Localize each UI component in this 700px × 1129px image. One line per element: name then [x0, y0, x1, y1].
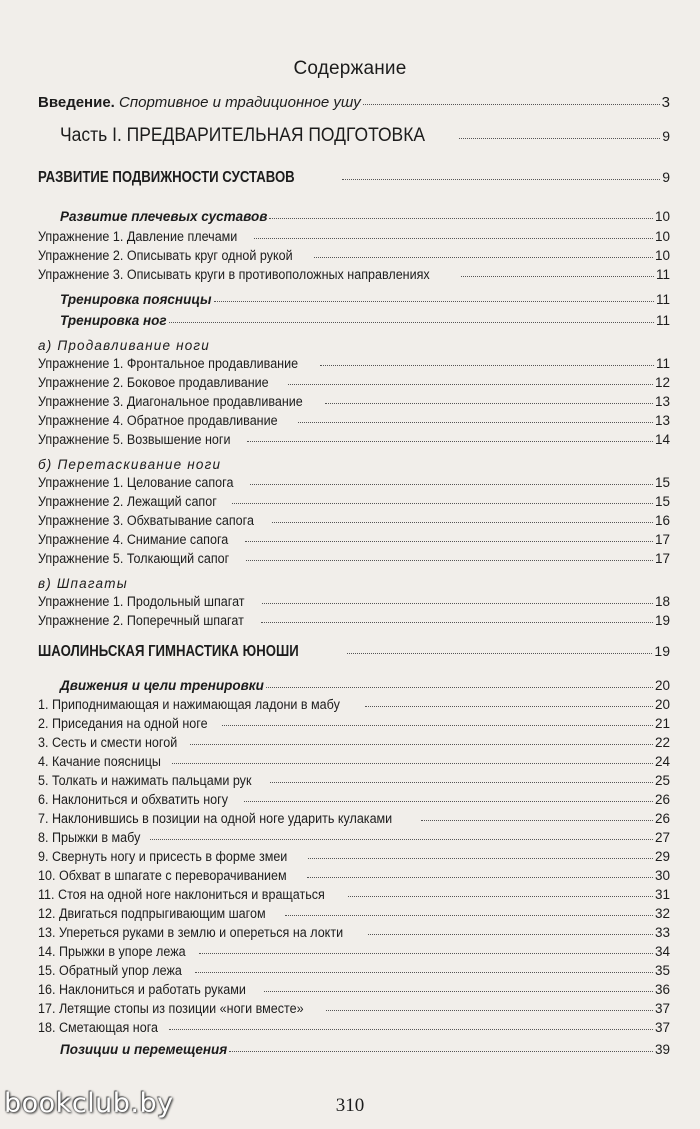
subsection-label: Движения и цели тренировки: [60, 678, 264, 693]
toc-entry-item: [38, 831, 670, 845]
exercise-label: Упражнение 2. Описывать круг одной рукой: [38, 248, 293, 263]
toc-entry-item: [38, 964, 670, 978]
page-ref: 26: [654, 811, 670, 826]
dot-leader: [459, 138, 660, 139]
toc-entry-exercise: [38, 495, 670, 509]
dot-leader: [272, 522, 653, 523]
page-ref: 33: [654, 925, 670, 940]
page-ref: 25: [654, 773, 670, 788]
exercise-label: Упражнение 4. Обратное продавливание: [38, 413, 278, 428]
dot-leader: [270, 782, 653, 783]
toc-entry-item: [38, 926, 670, 940]
dot-leader: [307, 877, 653, 878]
dot-leader: [222, 725, 653, 726]
page-ref: 19: [654, 643, 670, 659]
page-title: Содержание: [293, 58, 407, 79]
page-ref: 18: [654, 594, 670, 609]
toc-entry-item: [38, 1021, 670, 1035]
page-ref: 17: [654, 551, 670, 566]
page-number: 310: [335, 1095, 365, 1116]
toc-entry-shoulders: [60, 210, 670, 224]
dot-leader: [298, 422, 653, 423]
toc-entry-intro: [38, 95, 670, 110]
toc-entry-item: [38, 869, 670, 883]
dot-leader: [368, 934, 653, 935]
item-label: 15. Обратный упор лежа: [38, 963, 182, 978]
dot-leader: [421, 820, 653, 821]
page-ref: 10: [654, 248, 670, 263]
toc-entry-exercise: [38, 552, 670, 566]
dot-leader: [269, 218, 653, 219]
exercise-label: Упражнение 2. Лежащий сапог: [38, 494, 217, 509]
toc-entry-exercise: [38, 433, 670, 447]
page-ref: 20: [654, 678, 670, 693]
toc-entry-item: [38, 983, 670, 997]
dot-leader: [365, 706, 653, 707]
item-label: 2. Приседания на одной ноге: [38, 716, 208, 731]
toc-entry-section-2: [38, 644, 670, 660]
exercise-label: Упражнение 1. Продольный шпагат: [38, 594, 245, 609]
dot-leader: [348, 896, 653, 897]
toc-entry-item: [38, 888, 670, 902]
exercise-label: Упражнение 1. Целование сапога: [38, 475, 234, 490]
dot-leader: [326, 1010, 653, 1011]
toc-entry-exercise: [38, 395, 670, 409]
toc-entry-item: [38, 945, 670, 959]
section-label: ШАОЛИНЬСКАЯ ГИМНАСТИКА ЮНОШИ: [38, 643, 299, 660]
page-ref: 10: [654, 209, 670, 224]
dot-leader: [320, 365, 654, 366]
exercise-label: Упражнение 2. Боковое продавливание: [38, 375, 269, 390]
item-label: 7. Наклонившись в позиции на одной ноге ударить кулаками: [38, 811, 393, 826]
exercise-label: Упражнение 3. Диагональное продавливание: [38, 394, 303, 409]
toc-entry-exercise: [38, 595, 670, 609]
item-label: 5. Толкать и нажимать пальцами рук: [38, 773, 252, 788]
toc-entry-item: [38, 755, 670, 769]
page-ref: 27: [654, 830, 670, 845]
toc-entry-exercise: [38, 249, 670, 263]
dot-leader: [244, 801, 653, 802]
page-ref: 11: [655, 313, 670, 328]
item-label: 4. Качание поясницы: [38, 754, 161, 769]
dot-leader: [262, 603, 653, 604]
item-label: 11. Стоя на одной ноге наклониться и вращаться: [38, 887, 325, 902]
dot-leader: [245, 541, 653, 542]
item-label: 12. Двигаться подпрыгивающим шагом: [38, 906, 266, 921]
page-ref: 29: [654, 849, 670, 864]
page-ref: 13: [654, 394, 670, 409]
page-ref: 10: [654, 229, 670, 244]
dot-leader: [214, 301, 654, 302]
exercise-label: Упражнение 4. Снимание сапога: [38, 532, 229, 547]
group-heading-a: а) Продавливание ноги: [38, 338, 210, 353]
dot-leader: [314, 257, 653, 258]
page-ref: 13: [654, 413, 670, 428]
toc-entry-positions: [60, 1043, 670, 1057]
page-ref: 31: [654, 887, 670, 902]
toc-entry-section-1: [38, 170, 670, 186]
dot-leader: [169, 1029, 653, 1030]
dot-leader: [229, 1051, 653, 1052]
item-label: 16. Наклониться и работать руками: [38, 982, 246, 997]
page-ref: 3: [661, 94, 670, 111]
item-label: 1. Приподнимающая и нажимающая ладони в мабу: [38, 697, 340, 712]
item-label: 3. Сесть и смести ногой: [38, 735, 178, 750]
exercise-label: Упражнение 5. Толкающий сапог: [38, 551, 230, 566]
item-label: 9. Свернуть ногу и присесть в форме змеи: [38, 849, 288, 864]
toc-entry-exercise: [38, 476, 670, 490]
subsection-label: Тренировка поясницы: [60, 292, 212, 307]
item-label: 17. Летящие стопы из позиции «ноги вместе»: [38, 1001, 304, 1016]
toc-entry-exercise: [38, 514, 670, 528]
page-ref: 12: [654, 375, 670, 390]
dot-leader: [232, 503, 653, 504]
item-label: 8. Прыжки в мабу: [38, 830, 141, 845]
dot-leader: [254, 238, 653, 239]
page-ref: 37: [654, 1001, 670, 1016]
group-heading-b: б) Перетаскивание ноги: [38, 457, 222, 472]
toc-entry-item: [38, 793, 670, 807]
dot-leader: [288, 384, 653, 385]
toc-entry-item: [38, 850, 670, 864]
page-ref: 11: [655, 267, 670, 282]
dot-leader: [264, 991, 653, 992]
page-ref: 14: [654, 432, 670, 447]
exercise-label: Упражнение 3. Обхватывание сапога: [38, 513, 254, 528]
page-ref: 20: [654, 697, 670, 712]
toc-entry-exercise: [38, 414, 670, 428]
dot-leader: [461, 276, 654, 277]
page-ref: 11: [655, 356, 670, 371]
item-label: 18. Сметающая нога: [38, 1020, 159, 1035]
page-ref: 19: [654, 613, 670, 628]
page-ref: 37: [654, 1020, 670, 1035]
intro-italic: Спортивное и традиционное ушу: [119, 94, 361, 111]
page-ref: 39: [654, 1042, 670, 1057]
page-ref: 11: [655, 292, 670, 307]
group-heading-c: в) Шпагаты: [38, 576, 128, 591]
toc-entry-exercise: [38, 533, 670, 547]
toc-entry-item: [38, 774, 670, 788]
toc-entry-item: [38, 717, 670, 731]
page-ref: 36: [654, 982, 670, 997]
toc-entry-item: [38, 907, 670, 921]
dot-leader: [247, 441, 653, 442]
dot-leader: [308, 858, 653, 859]
page-ref: 9: [662, 128, 670, 144]
dot-leader: [342, 179, 660, 180]
item-label: 13. Упереться руками в землю и опереться на локти: [38, 925, 344, 940]
item-label: 6. Наклониться и обхватить ногу: [38, 792, 228, 807]
dot-leader: [199, 953, 653, 954]
exercise-label: Упражнение 1. Фронтальное продавливание: [38, 356, 299, 371]
page-ref: 30: [654, 868, 670, 883]
page-ref: 9: [662, 169, 670, 185]
page-ref: 17: [654, 532, 670, 547]
dot-leader: [172, 763, 653, 764]
toc-entry-moves: [60, 679, 670, 693]
toc-entry-item: [38, 736, 670, 750]
dot-leader: [261, 622, 653, 623]
toc-entry-item: [38, 698, 670, 712]
part-label: Часть I. ПРЕДВАРИТЕЛЬНАЯ ПОДГОТОВКА: [60, 125, 426, 146]
dot-leader: [190, 744, 653, 745]
page-ref: 21: [654, 716, 670, 731]
intro-bold: Введение.: [38, 94, 115, 111]
dot-leader: [325, 403, 653, 404]
page-ref: 15: [654, 475, 670, 490]
dot-leader: [246, 560, 653, 561]
subsection-label: Позиции и перемещения: [60, 1042, 228, 1057]
dot-leader: [150, 839, 653, 840]
exercise-label: Упражнение 2. Поперечный шпагат: [38, 613, 244, 628]
page-ref: 24: [654, 754, 670, 769]
toc-entry-part-1: [60, 126, 670, 145]
dot-leader: [169, 322, 654, 323]
toc-entry-item: [38, 812, 670, 826]
exercise-label: Упражнение 1. Давление плечами: [38, 229, 238, 244]
page-ref: 26: [654, 792, 670, 807]
subsection-label: Развитие плечевых суставов: [60, 209, 268, 224]
toc-entry-exercise: [38, 230, 670, 244]
page-ref: 15: [654, 494, 670, 509]
item-label: 10. Обхват в шпагате с переворачиванием: [38, 868, 287, 883]
section-label: РАЗВИТИЕ ПОДВИЖНОСТИ СУСТАВОВ: [38, 169, 295, 186]
toc-entry-item: [38, 1002, 670, 1016]
page-ref: 22: [654, 735, 670, 750]
dot-leader: [347, 653, 653, 654]
dot-leader: [195, 972, 653, 973]
dot-leader: [250, 484, 653, 485]
item-label: 14. Прыжки в упоре лежа: [38, 944, 186, 959]
dot-leader: [285, 915, 653, 916]
page-ref: 32: [654, 906, 670, 921]
exercise-label: Упражнение 5. Возвышение ноги: [38, 432, 231, 447]
toc-entry-exercise: [38, 357, 670, 371]
watermark-logo: bookclub.by: [4, 1088, 174, 1119]
page-ref: 34: [654, 944, 670, 959]
toc-entry-exercise: [38, 268, 670, 282]
toc-entry-waist: [60, 293, 670, 307]
toc-entry-exercise: [38, 376, 670, 390]
page-ref: 16: [654, 513, 670, 528]
dot-leader: [266, 687, 653, 688]
page-ref: 35: [654, 963, 670, 978]
toc-entry-exercise: [38, 614, 670, 628]
exercise-label: Упражнение 3. Описывать круги в противоположных направлениях: [38, 267, 430, 282]
dot-leader: [363, 104, 660, 105]
toc-entry-legs: [60, 314, 670, 328]
subsection-label: Тренировка ног: [60, 313, 167, 328]
